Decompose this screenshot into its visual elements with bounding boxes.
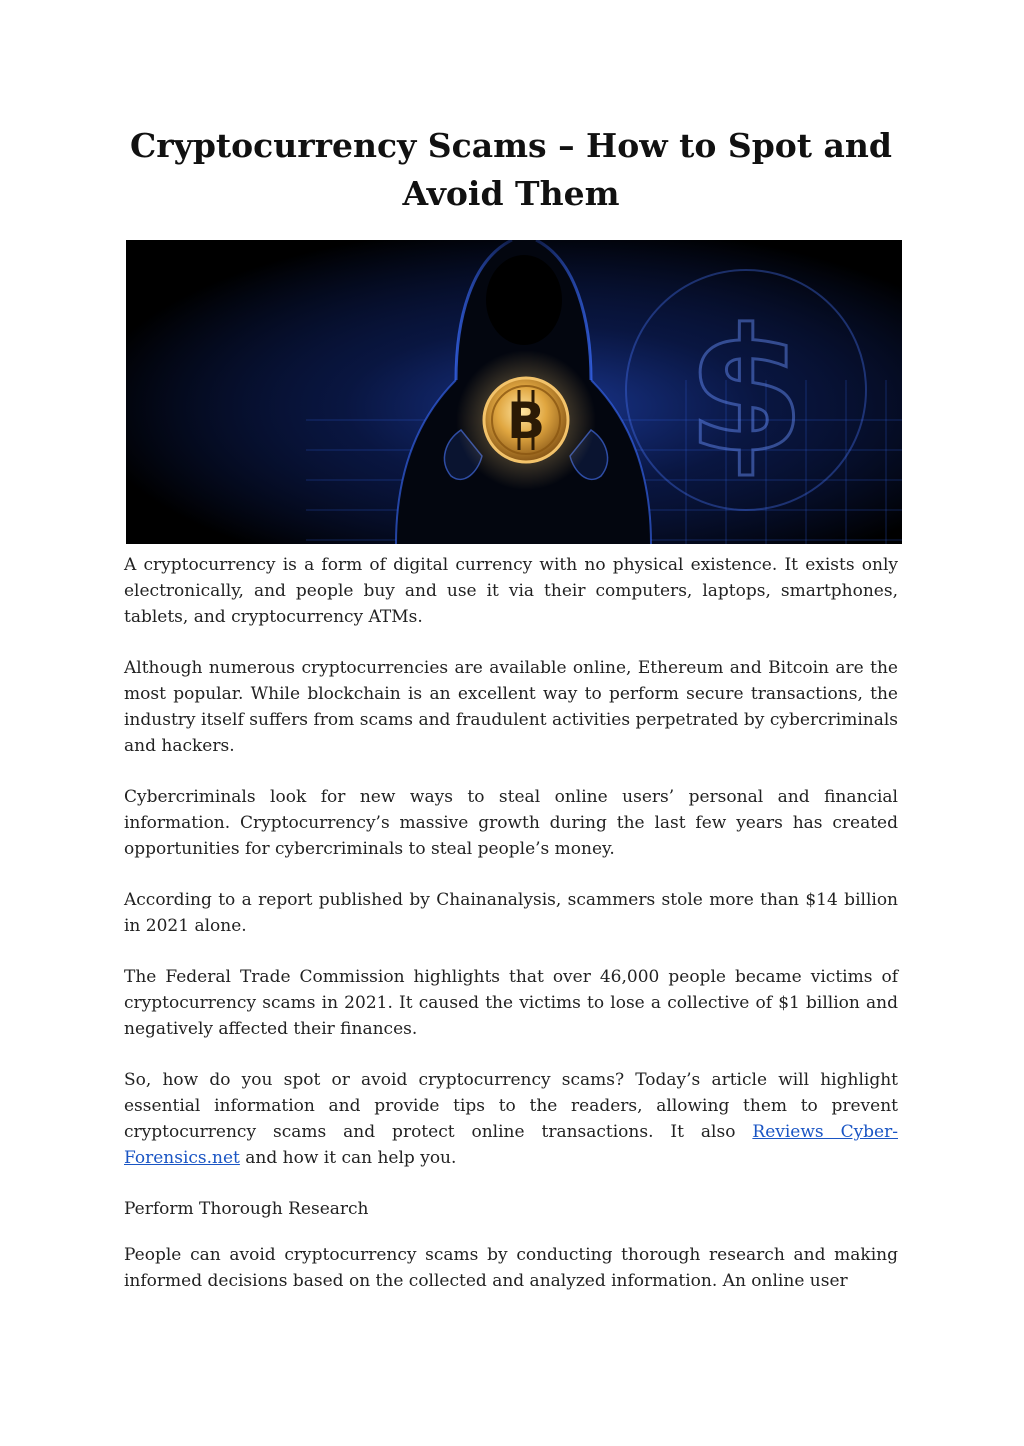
paragraph-text: So, how do you spot or avoid cryptocurrency scams? Today’s article will highlight essential information and provide tips to the readers, allowing them to prevent cryptocurrency scams and protect online transactions. It also xyxy=(124,1070,898,1142)
paragraph: According to a report published by Chainanalysis, scammers stole more than $14 billion in 2021 alone. xyxy=(124,890,898,936)
paragraph: A cryptocurrency is a form of digital currency with no physical existence. It exists only electronically, and people buy and use it via their computers, laptops, smartphones, tablets, and cryptocurrency ATMs. xyxy=(124,555,898,627)
article-title: Cryptocurrency Scams – How to Spot and Avoid Them xyxy=(130,126,892,213)
paragraph: Cybercriminals look for new ways to steal online users’ personal and financial information. Cryptocurrency’s massive growth during the last few years has created opportunities for cybercriminals to steal people’s money. xyxy=(124,787,898,859)
paragraph: Although numerous cryptocurrencies are available online, Ethereum and Bitcoin are the most popular. While blockchain is an excellent way to perform secure transactions, the industry itself suffers from scams and fraudulent activities perpetrated by cybercriminals and hackers. xyxy=(124,658,898,756)
dollar-symbol: $ xyxy=(686,293,806,491)
paragraph: People can avoid cryptocurrency scams by conducting thorough research and making informed decisions based on the collected and analyzed information. An online user xyxy=(124,1245,898,1291)
section-heading: Perform Thorough Research xyxy=(124,1199,369,1219)
hooded-hacker-illustration xyxy=(126,240,902,544)
paragraph-text: and how it can help you. xyxy=(239,1148,457,1168)
paragraph-with-link xyxy=(124,1067,898,1171)
reviews-link[interactable]: Reviews Cyber-Forensics.net xyxy=(124,1122,898,1168)
hero-image xyxy=(126,240,902,544)
bitcoin-symbol: B xyxy=(506,392,546,450)
paragraph: The Federal Trade Commission highlights that over 46,000 people became victims of cryptocurrency scams in 2021. It caused the victims to lose a collective of $1 billion and negatively affected their finances. xyxy=(124,967,898,1039)
article-body xyxy=(124,552,898,1319)
